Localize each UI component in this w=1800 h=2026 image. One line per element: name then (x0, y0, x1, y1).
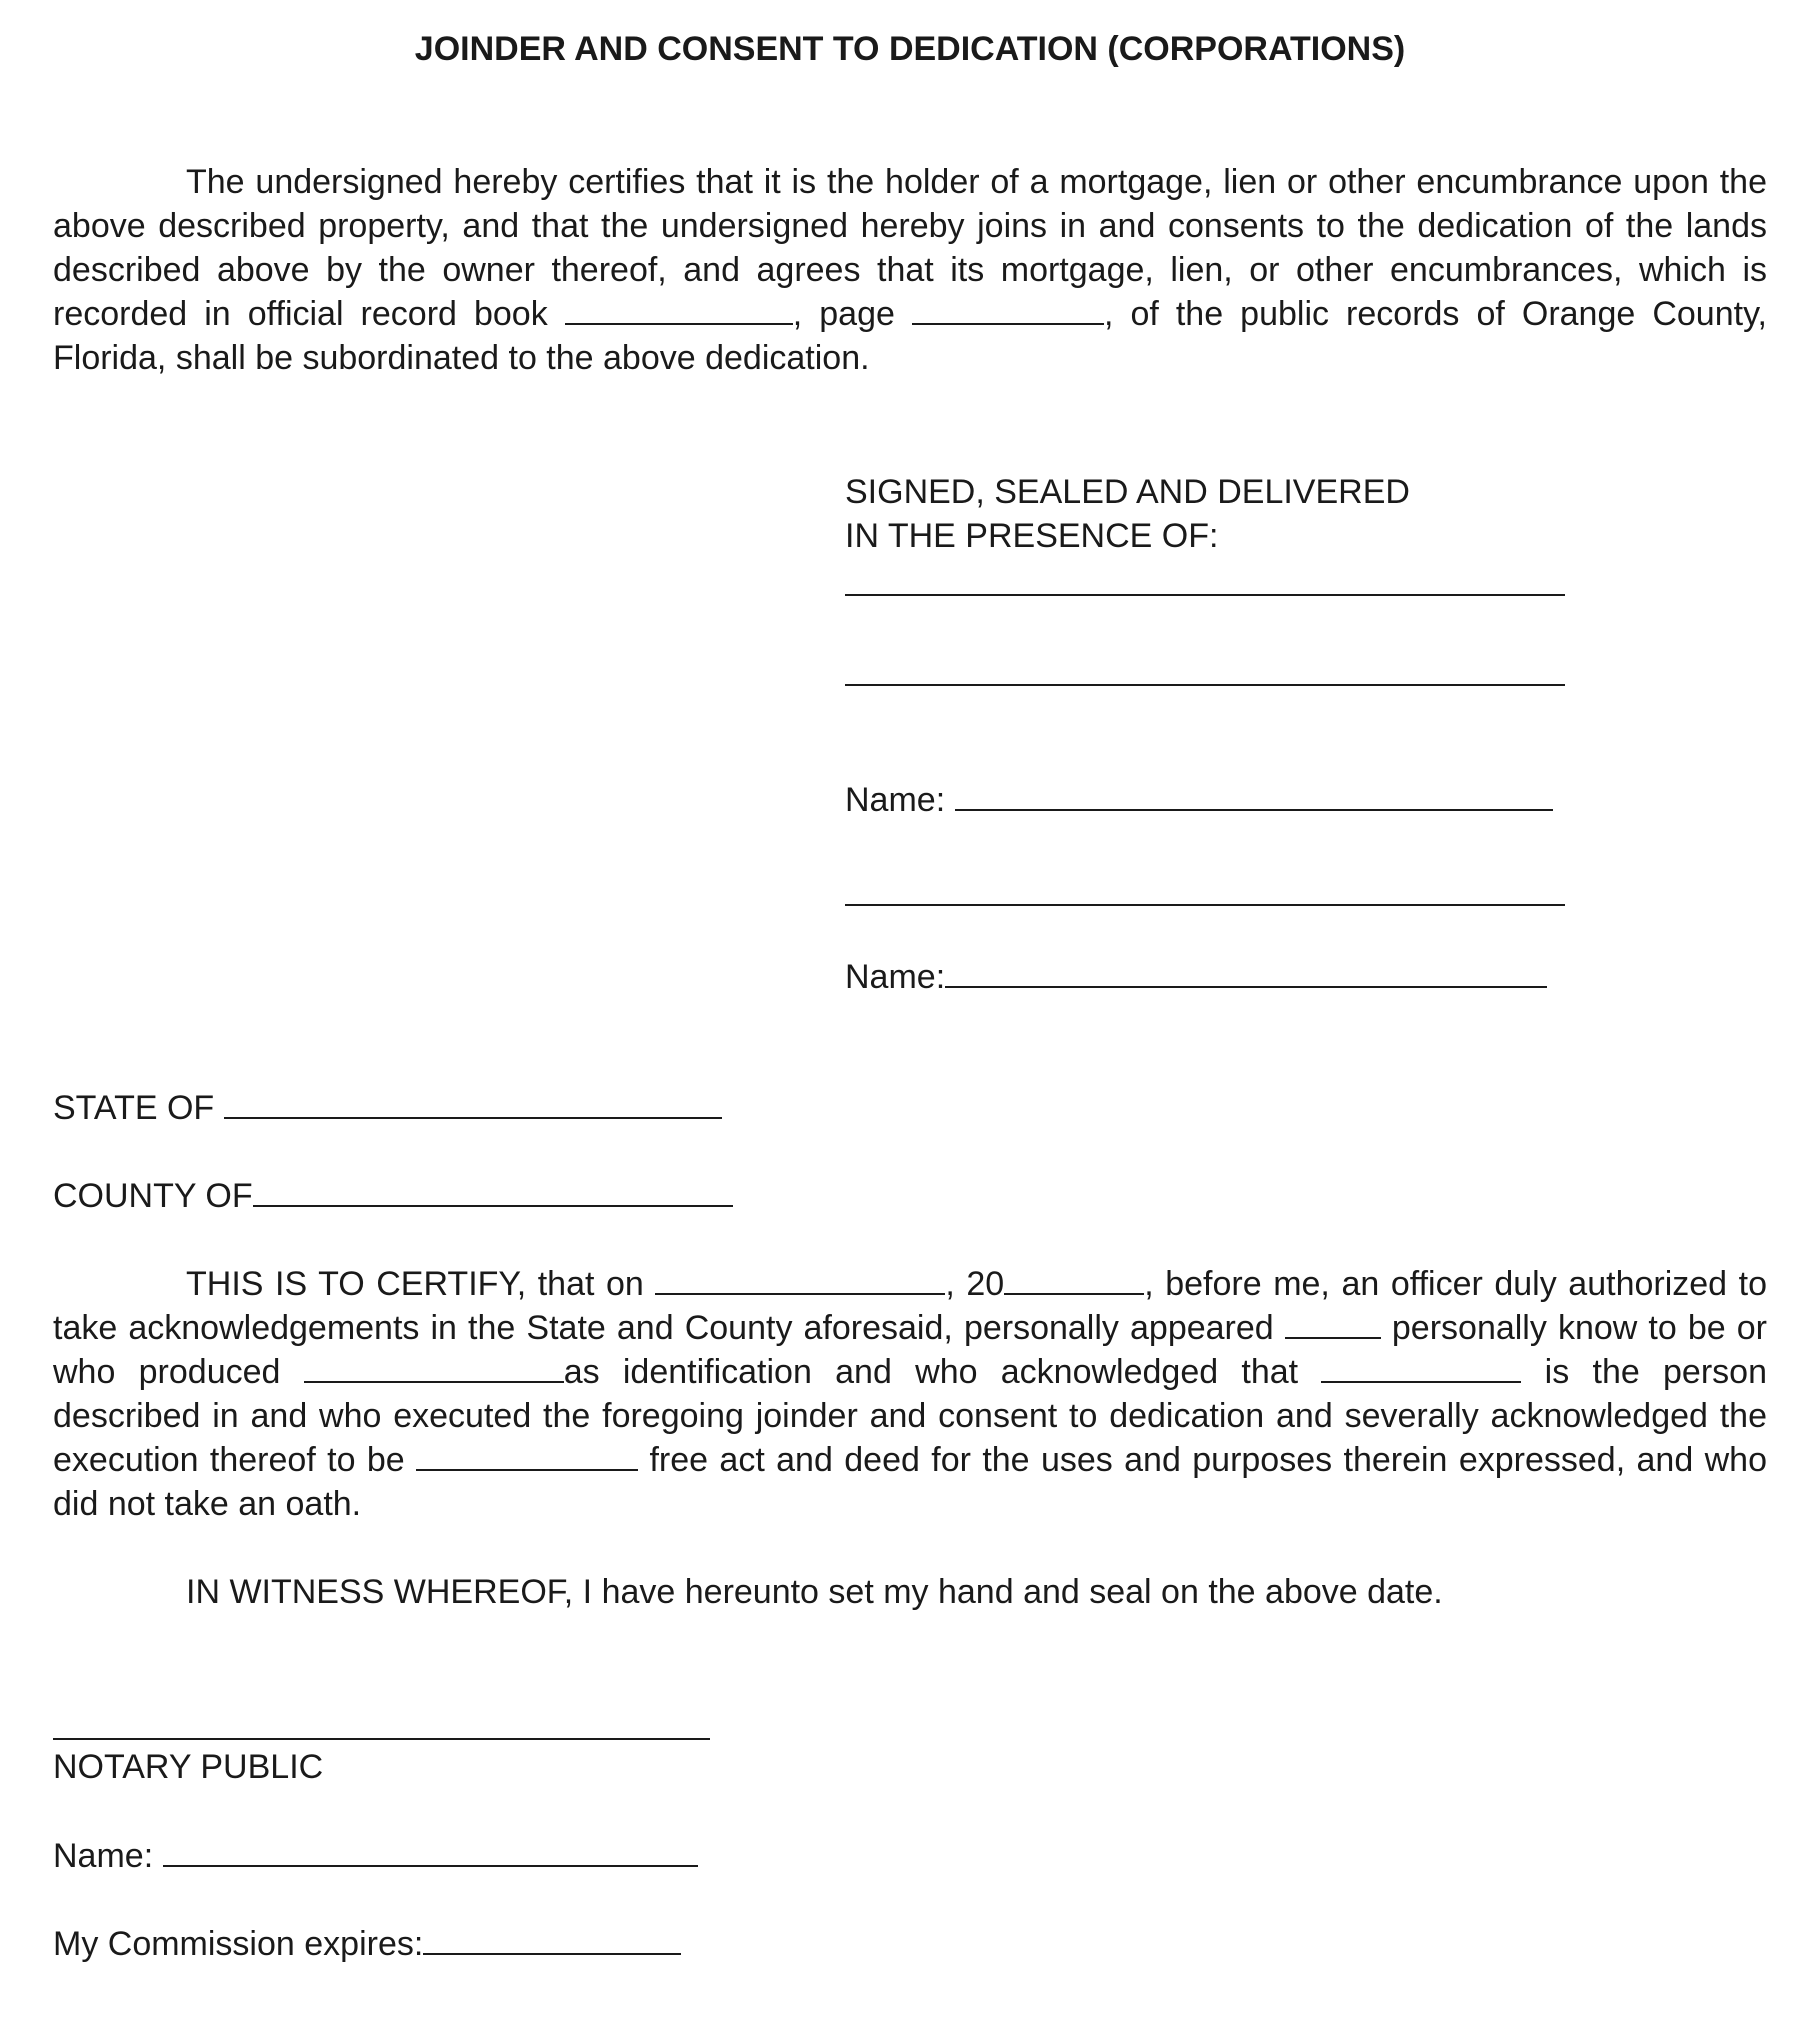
pronoun-blank[interactable] (416, 1441, 638, 1471)
witness-name-label-1: Name: (845, 781, 955, 819)
certify-text-p7: free act and deed for the uses and purposes therein expressed, and who did not take an oath. (53, 1441, 1767, 1523)
witness-signature-line-2[interactable] (845, 684, 1565, 686)
certify-text-p4: personally know to be or who produced (53, 1309, 1768, 1391)
certify-paragraph (53, 1262, 1767, 1526)
consent-paragraph (53, 160, 1767, 380)
witness-name-row-1 (845, 778, 1553, 822)
witness-signature-line-1[interactable] (845, 594, 1565, 596)
notary-name-blank[interactable] (163, 1837, 698, 1867)
witness-heading-line2: IN THE PRESENCE OF: (845, 517, 1219, 555)
witness-name-label-2: Name: (845, 958, 946, 996)
certify-date-blank[interactable] (655, 1265, 945, 1295)
commission-row (53, 1922, 681, 1966)
notary-name-label: Name: (53, 1837, 163, 1875)
witness-name-row-2 (845, 955, 1547, 999)
certify-text-p1: THIS IS TO CERTIFY, that on (186, 1265, 656, 1303)
state-row (53, 1086, 722, 1130)
county-blank[interactable] (253, 1177, 733, 1207)
commission-expiry-blank[interactable] (423, 1925, 681, 1955)
record-book-blank[interactable] (565, 295, 793, 325)
state-blank[interactable] (224, 1089, 722, 1119)
document-title: JOINDER AND CONSENT TO DEDICATION (CORPORATIONS) (414, 30, 1406, 68)
witness-name-blank-2[interactable] (945, 958, 1547, 988)
witness-whereof-text: IN WITNESS WHEREOF, I have hereunto set my hand and seal on the above date. (186, 1573, 1443, 1611)
witness-heading-line1: SIGNED, SEALED AND DELIVERED (845, 473, 1410, 511)
certify-text-p2: , 20 (945, 1265, 1005, 1303)
county-label: COUNTY OF (53, 1177, 253, 1215)
witness-name-blank-1[interactable] (955, 781, 1553, 811)
consent-text-part1: The undersigned hereby certifies that it is the holder of a mortgage, lien or other encumbrance upon the above described property, and that the undersigned hereby joins in and consents to the dedication of the lands described above by the owner thereof, and agrees that its mortgage, lien, or other encumbrances, which is recorded in official record book (53, 163, 1767, 333)
notary-signature-line[interactable] (53, 1738, 710, 1740)
certify-text-p5: as identification and who acknowledged that (563, 1353, 1322, 1391)
certify-year-blank[interactable] (1004, 1265, 1144, 1295)
appeared-person-blank[interactable] (1285, 1309, 1381, 1339)
county-row (53, 1174, 733, 1218)
certify-text-p6: is the person described in and who executed the foregoing joinder and consent to dedication and severally acknowledged the execution thereof to be (53, 1353, 1767, 1479)
consent-text-part2: , page (792, 295, 912, 333)
notary-name-row (53, 1834, 698, 1878)
consent-text-part3: , of the public records of Orange County, Florida, shall be subordinated to the above dedication. (53, 295, 1767, 377)
identification-blank[interactable] (304, 1353, 564, 1383)
certify-text-p3: , before me, an officer duly authorized to take acknowledgements in the State and County aforesaid, personally appeared (53, 1265, 1767, 1347)
notary-public-title: NOTARY PUBLIC (53, 1748, 324, 1786)
page-number-blank[interactable] (912, 295, 1104, 325)
state-label: STATE OF (53, 1089, 224, 1127)
witness-signature-line-3[interactable] (845, 904, 1565, 906)
commission-label: My Commission expires: (53, 1925, 424, 1963)
acknowledger-blank[interactable] (1321, 1353, 1521, 1383)
